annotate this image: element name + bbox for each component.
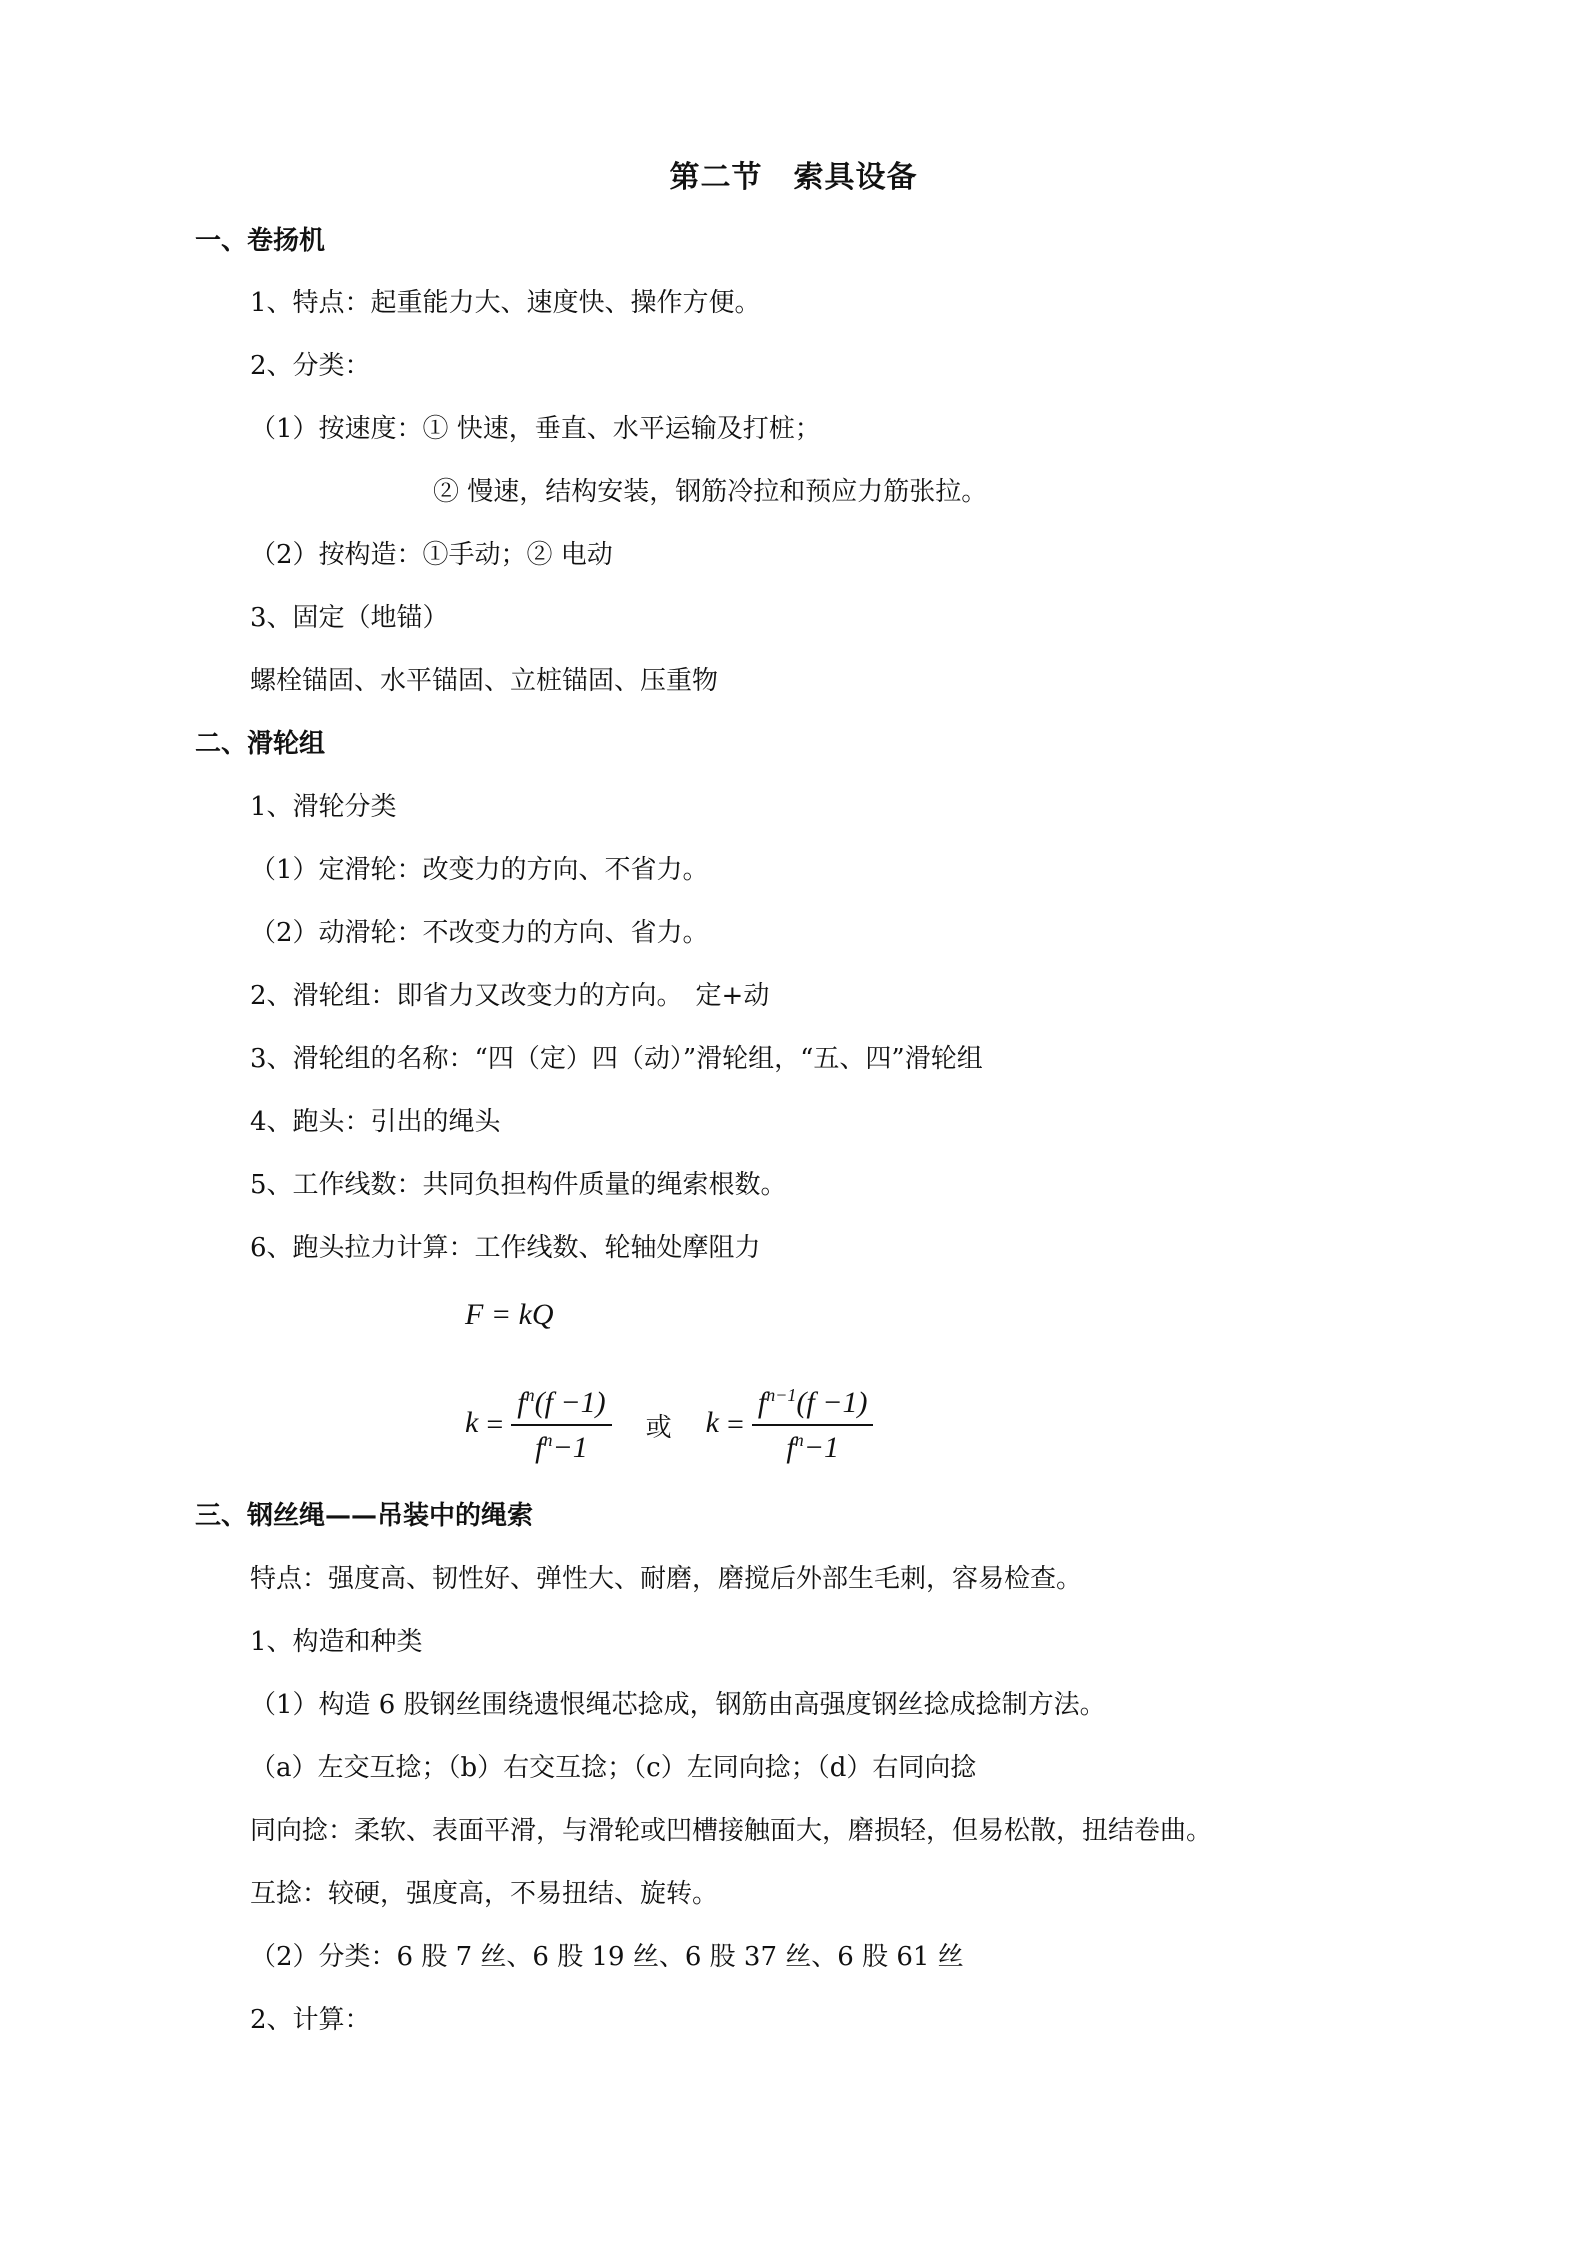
fraction-2 [752,1385,874,1465]
fraction-1 [511,1385,611,1465]
fraction-2-denominator: $f^n-1$ [786,1430,839,1464]
paragraph-line: 1、特点：起重能力大、速度快、操作方便。 [250,288,761,318]
paragraph-line: （2）按构造：①手动；② 电动 [250,540,613,570]
section-heading-pulley: 二、滑轮组 [195,729,326,759]
formula-or: 或 [645,1412,672,1443]
paragraph-line: （1）按速度：① 快速，垂直、水平运输及打桩； [250,414,821,444]
formula-f-equals-kq: F = kQ [465,1298,554,1331]
formula-k [465,1385,873,1465]
paragraph-line: （1）构造 6 股钢丝围绕遗恨绳芯捻成，钢筋由高强度钢丝捻成捻制方法。 [250,1690,1106,1720]
page-title: 第二节 索具设备 [669,160,918,195]
paragraph-line: 4、跑头：引出的绳头 [250,1107,501,1137]
paragraph-line: 2、滑轮组：即省力又改变力的方向。 定+动 [250,981,770,1011]
paragraph-line: 2、分类： [250,351,371,381]
formula-equals: = [486,1408,504,1441]
paragraph-line: 5、工作线数：共同负担构件质量的绳索根数。 [250,1170,787,1200]
paragraph-line: 6、跑头拉力计算：工作线数、轮轴处摩阻力 [250,1233,761,1263]
paragraph-line: 3、滑轮组的名称：“四（定）四（动）”滑轮组，“五、四”滑轮组 [250,1044,983,1074]
paragraph-line: 特点：强度高、韧性好、弹性大、耐磨，磨搅后外部生毛刺，容易检查。 [250,1564,1083,1594]
fraction-2-numerator: $f^{n-1}(f -1)$ [752,1385,874,1426]
paragraph-line: 同向捻：柔软、表面平滑，与滑轮或凹槽接触面大，磨损轻，但易松散，扭结卷曲。 [250,1816,1213,1846]
paragraph-line: 2、计算： [250,2005,371,2035]
paragraph-line: （a）左交互捻；（b）右交互捻；（c）左同向捻；（d）右同向捻 [250,1753,977,1783]
paragraph-line: ② 慢速，结构安装，钢筋冷拉和预应力筋张拉。 [433,477,988,507]
formula-equals-2: = [727,1408,744,1441]
paragraph-line: 1、滑轮分类 [250,792,397,822]
paragraph-line: （2）动滑轮：不改变力的方向、省力。 [250,918,709,948]
paragraph-line: 螺栓锚固、水平锚固、立桩锚固、压重物 [250,666,719,696]
paragraph-line: （1）定滑轮：改变力的方向、不省力。 [250,855,709,885]
section-heading-wire-rope: 三、钢丝绳——吊装中的绳索 [195,1501,534,1531]
fraction-1-numerator: $f^n(f -1)$ [511,1385,611,1426]
paragraph-line: 互捻：较硬，强度高，不易扭结、旋转。 [250,1879,719,1909]
paragraph-line: （2）分类：6 股 7 丝、6 股 19 丝、6 股 37 丝、6 股 61 丝 [250,1942,964,1972]
paragraph-line: 3、固定（地锚） [250,603,449,633]
paragraph-line: 1、构造和种类 [250,1627,423,1657]
formula-k-symbol-2: k [705,1405,719,1439]
formula-k-symbol: k [465,1405,479,1439]
section-heading-winch: 一、卷扬机 [195,226,326,256]
fraction-1-denominator: $f^n-1$ [535,1430,588,1464]
